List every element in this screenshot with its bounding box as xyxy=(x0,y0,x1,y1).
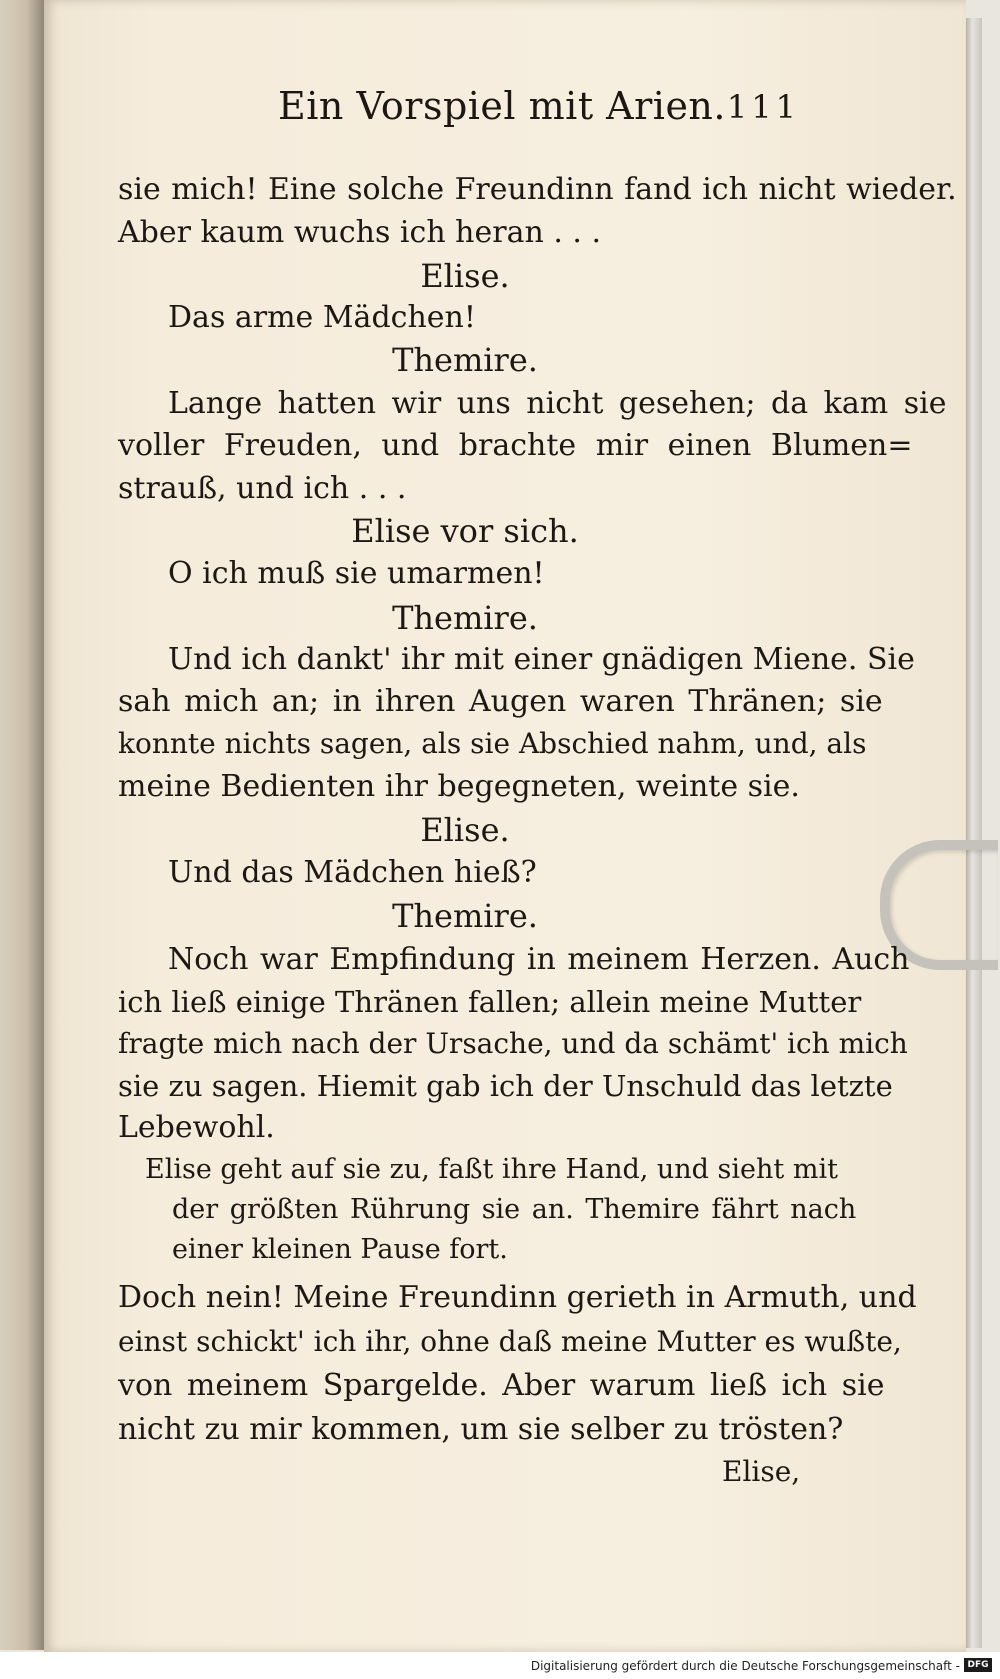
text-line: Doch nein! Meine Freundinn gerieth in Armuth, und xyxy=(118,1280,917,1315)
text-line: von meinem Spargelde. Aber warum ließ ich sie xyxy=(118,1368,885,1403)
text-line: strauß, und ich . . . xyxy=(118,471,407,506)
catchword: Elise, xyxy=(722,1455,801,1488)
speaker-name: Elise. xyxy=(420,811,510,849)
stage-direction: einer kleinen Pause fort. xyxy=(172,1234,508,1265)
text-line: fragte mich nach der Ursache, und da schämt' ich mich xyxy=(118,1027,908,1060)
digitization-footer xyxy=(0,1652,1000,1679)
text-line: Lebewohl. xyxy=(118,1110,275,1145)
text-line: ich ließ einige Thränen fallen; allein meine Mutter xyxy=(118,985,862,1019)
page-stack-edge xyxy=(966,18,982,1648)
dfg-logo: DFG xyxy=(964,1658,992,1672)
text-line: konnte nichts sagen, als sie Abschied nahm, und, als xyxy=(118,727,867,760)
speaker-name: Themire. xyxy=(392,599,538,637)
stage-speaker: Elise vor sich. xyxy=(351,512,579,550)
speaker-name: Themire. xyxy=(392,897,538,935)
running-header xyxy=(270,84,810,140)
facing-page-edge xyxy=(0,0,44,1650)
text-line: nicht zu mir kommen, um sie selber zu trösten? xyxy=(118,1412,844,1447)
text-line: meine Bedienten ihr begegneten, weinte sie. xyxy=(118,769,800,804)
funding-credit: Digitalisierung gefördert durch die Deutsche Forschungsgemeinschaft - xyxy=(530,1659,960,1673)
text-line: Lange hatten wir uns nicht gesehen; da kam sie xyxy=(168,386,947,421)
page-number: 111 xyxy=(726,88,800,126)
speaker-name: Elise. xyxy=(420,257,510,295)
text-line: Noch war Empfindung in meinem Herzen. Auch xyxy=(168,942,910,977)
running-title: Ein Vorspiel mit Arien. xyxy=(278,84,726,128)
text-line: sah mich an; in ihren Augen waren Thränen; sie xyxy=(118,684,883,719)
text-line: Und ich dankt' ihr mit einer gnädigen Miene. Sie xyxy=(168,642,915,677)
text-line: Aber kaum wuchs ich heran . . . xyxy=(118,215,602,250)
text-line: einst schickt' ich ihr, ohne daß meine Mutter es wußte, xyxy=(118,1325,902,1358)
text-line: sie zu sagen. Hiemit gab ich der Unschuld das letzte xyxy=(118,1069,893,1103)
text-line: Und das Mädchen hieß? xyxy=(168,855,537,890)
text-line: Das arme Mädchen! xyxy=(168,300,476,335)
text-line: voller Freuden, und brachte mir einen Blumen= xyxy=(118,428,913,463)
stage-direction: Elise geht auf sie zu, faßt ihre Hand, und sieht mit xyxy=(145,1154,838,1185)
speaker-name: Themire. xyxy=(392,341,538,379)
text-line: sie mich! Eine solche Freundinn fand ich nicht wieder. xyxy=(118,172,957,207)
text-line: O ich muß sie umarmen! xyxy=(168,556,545,591)
stage-direction: der größten Rührung sie an. Themire fährt nach xyxy=(172,1194,857,1225)
